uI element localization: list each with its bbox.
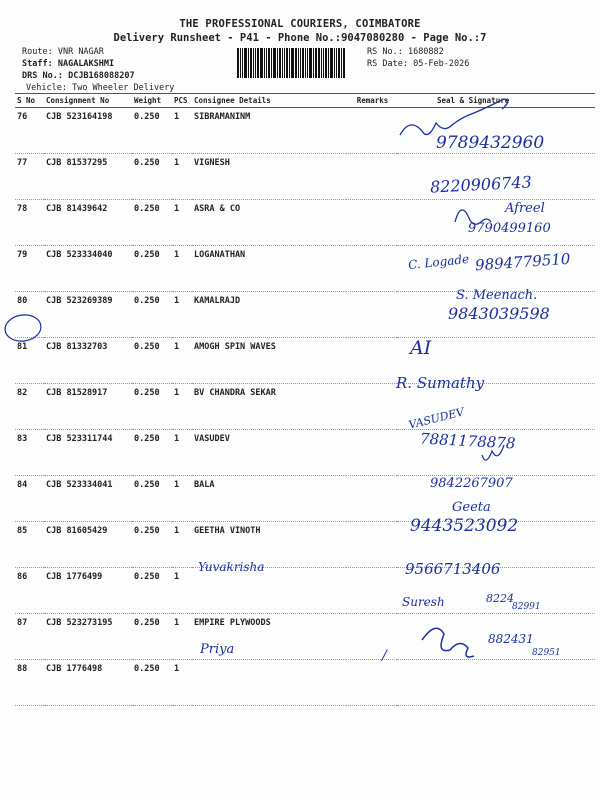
barcode-bar xyxy=(300,48,301,78)
consignee-cell: SIBRAMANINM xyxy=(192,108,346,154)
consignment-cell: CJB 523311744 xyxy=(44,430,132,476)
pcs-cell: 1 xyxy=(172,568,192,614)
handwritten-name-79: C. Logade xyxy=(407,251,470,273)
barcode-bar xyxy=(240,48,241,78)
remarks-cell xyxy=(346,660,397,706)
handwritten-number-88a: 8224 xyxy=(486,592,514,605)
rs-date-value: 05-Feb-2026 xyxy=(413,59,470,69)
sno-cell: 82 xyxy=(15,384,44,430)
pcs-cell: 1 xyxy=(172,292,192,338)
barcode-bar xyxy=(318,48,320,78)
weight-cell: 0.250 xyxy=(132,200,172,246)
handwritten-name-82: R. Sumathy xyxy=(396,374,485,392)
barcode-bar xyxy=(250,48,252,78)
sno-cell: 86 xyxy=(15,568,44,614)
barcode-bar xyxy=(325,48,327,78)
barcode-bar xyxy=(244,48,247,78)
remarks-cell xyxy=(346,292,397,338)
handwritten-number-88c: 882431 xyxy=(488,632,534,646)
consignee-cell: GEETHA VINOTH xyxy=(192,522,346,568)
remarks-cell xyxy=(346,522,397,568)
staff-value: NAGALAKSHMI xyxy=(57,59,115,69)
barcode-bar xyxy=(253,48,254,78)
handwritten-phone-84: 9842267907 xyxy=(430,476,513,491)
pcs-cell: 1 xyxy=(172,614,192,660)
consignee-cell xyxy=(192,568,346,614)
remarks-cell xyxy=(346,614,397,660)
consignment-cell: CJB 81605429 xyxy=(44,522,132,568)
consignee-cell: EMPIRE PLYWOODS xyxy=(192,614,346,660)
consignment-cell: CJB 523334040 xyxy=(44,246,132,292)
drs-barcode xyxy=(237,48,363,78)
staff-line: Staff: NAGALAKSHMI xyxy=(22,59,115,69)
barcode-bar xyxy=(328,48,329,78)
drs-line: DRS No.: DCJB168088207 xyxy=(22,71,135,81)
barcode-bar xyxy=(271,48,272,78)
barcode-bar xyxy=(330,48,333,78)
barcode-bar xyxy=(336,48,337,78)
table-row xyxy=(15,338,595,384)
barcode-bar xyxy=(302,48,304,78)
remarks-cell xyxy=(346,154,397,200)
consignee-cell: VIGNESH xyxy=(192,154,346,200)
rs-date-line: RS Date: 05-Feb-2026 xyxy=(367,59,470,69)
pcs-cell: 1 xyxy=(172,430,192,476)
company-title: THE PROFESSIONAL COURIERS, COIMBATORE xyxy=(179,18,421,30)
remarks-cell xyxy=(346,338,397,384)
col-signature: Seal & Signature xyxy=(397,94,595,108)
sno-cell: 78 xyxy=(15,200,44,246)
sno-cell: 83 xyxy=(15,430,44,476)
consignee-cell: BALA xyxy=(192,476,346,522)
barcode-bar xyxy=(268,48,270,78)
barcode-bar xyxy=(284,48,285,78)
weight-cell: 0.250 xyxy=(132,476,172,522)
sno-cell: 81 xyxy=(15,338,44,384)
handwritten-phone-85: 9443523092 xyxy=(410,516,519,536)
table-row xyxy=(15,660,595,706)
handwritten-name-83: VASUDEV xyxy=(407,405,466,432)
col-consignee: Consignee Details xyxy=(192,94,346,108)
consignee-cell: BV CHANDRA SEKAR xyxy=(192,384,346,430)
barcode-bar xyxy=(242,48,243,78)
handwritten-phone-80: 9843039598 xyxy=(448,304,550,323)
barcode-bar xyxy=(338,48,340,78)
sno-cell: 80 xyxy=(15,292,44,338)
handwritten-phone-79: 9894779510 xyxy=(474,249,571,275)
barcode-bar xyxy=(298,48,299,78)
table-row xyxy=(15,568,595,614)
barcode-bar xyxy=(334,48,335,78)
consignee-cell: KAMALRAJD xyxy=(192,292,346,338)
handwritten-phone-77: 8220906743 xyxy=(429,172,533,197)
barcode-bar xyxy=(289,48,290,78)
col-pcs: PCS xyxy=(172,94,192,108)
barcode-bar xyxy=(341,48,342,78)
table-row xyxy=(15,384,595,430)
handwritten-phone-76: 9789432960 xyxy=(436,133,545,153)
consignment-cell: CJB 81332703 xyxy=(44,338,132,384)
consignment-cell: CJB 523273195 xyxy=(44,614,132,660)
rs-no-value: 1680882 xyxy=(407,47,444,57)
handwritten-mark-81: AI xyxy=(410,337,432,359)
barcode-bar xyxy=(343,48,345,78)
consignment-cell: CJB 1776499 xyxy=(44,568,132,614)
consignment-cell: CJB 523269389 xyxy=(44,292,132,338)
handwritten-phone-87: 9566713406 xyxy=(405,560,501,578)
weight-cell: 0.250 xyxy=(132,154,172,200)
handwritten-phone-78: 9790499160 xyxy=(468,221,551,236)
barcode-bar xyxy=(295,48,297,78)
consignee-cell xyxy=(192,660,346,706)
handwritten-number-88d: 82951 xyxy=(532,648,561,658)
barcode-bar xyxy=(282,48,283,78)
sno-cell: 77 xyxy=(15,154,44,200)
handwritten-name-87: Suresh xyxy=(402,595,445,609)
consignee-cell: AMOGH SPIN WAVES xyxy=(192,338,346,384)
barcode-bar xyxy=(257,48,259,78)
consignment-cell: CJB 1776498 xyxy=(44,660,132,706)
barcode-bar xyxy=(237,48,239,78)
col-sno: S No xyxy=(15,94,44,108)
barcode-bar xyxy=(313,48,314,78)
handwritten-left-88: Priya xyxy=(200,642,235,657)
table-header-row xyxy=(15,94,595,108)
drs-value: DCJB168088207 xyxy=(68,71,135,81)
handwritten-tick-88: / xyxy=(382,648,387,664)
barcode-bar xyxy=(248,48,249,78)
remarks-cell xyxy=(346,476,397,522)
pcs-cell: 1 xyxy=(172,660,192,706)
sno-cell: 87 xyxy=(15,614,44,660)
barcode-bar xyxy=(279,48,281,78)
weight-cell: 0.250 xyxy=(132,384,172,430)
handwritten-left-87: Yuvakrisha xyxy=(198,560,265,574)
pcs-cell: 1 xyxy=(172,154,192,200)
handwritten-name-80: S. Meenach. xyxy=(456,288,538,303)
weight-cell: 0.250 xyxy=(132,246,172,292)
rs-no-line: RS No.: 1680882 xyxy=(367,47,444,57)
handwritten-name-78: Afreel xyxy=(505,201,545,216)
consignment-cell: CJB 81528917 xyxy=(44,384,132,430)
weight-cell: 0.250 xyxy=(132,522,172,568)
barcode-bar xyxy=(260,48,263,78)
barcode-bar xyxy=(309,48,312,78)
handwritten-number-88b: 82991 xyxy=(512,602,541,612)
barcode-bar xyxy=(307,48,308,78)
pcs-cell: 1 xyxy=(172,200,192,246)
barcode-bar xyxy=(321,48,322,78)
vehicle-line: Vehicle: Two Wheeler Delivery xyxy=(26,83,175,93)
pcs-cell: 1 xyxy=(172,522,192,568)
sno-cell: 79 xyxy=(15,246,44,292)
sno-cell: 88 xyxy=(15,660,44,706)
consignee-cell: ASRA & CO xyxy=(192,200,346,246)
weight-cell: 0.250 xyxy=(132,292,172,338)
remarks-cell xyxy=(346,246,397,292)
weight-cell: 0.250 xyxy=(132,108,172,154)
weight-cell: 0.250 xyxy=(132,614,172,660)
remarks-cell xyxy=(346,384,397,430)
barcode-bar xyxy=(291,48,294,78)
weight-cell: 0.250 xyxy=(132,338,172,384)
sno-cell: 85 xyxy=(15,522,44,568)
consignee-cell: VASUDEV xyxy=(192,430,346,476)
col-weight: Weight xyxy=(132,94,172,108)
consignment-cell: CJB 523164198 xyxy=(44,108,132,154)
pcs-cell: 1 xyxy=(172,384,192,430)
barcode-bar xyxy=(323,48,324,78)
barcode-bar xyxy=(315,48,317,78)
barcode-bar xyxy=(277,48,278,78)
consignee-cell: LOGANATHAN xyxy=(192,246,346,292)
sno-cell: 84 xyxy=(15,476,44,522)
signature-cell xyxy=(397,660,595,706)
remarks-cell xyxy=(346,108,397,154)
barcode-bar xyxy=(266,48,267,78)
consignment-cell: CJB 523334041 xyxy=(44,476,132,522)
handwritten-name-85: Geeta xyxy=(452,500,491,515)
barcode-bar xyxy=(255,48,256,78)
weight-cell: 0.250 xyxy=(132,568,172,614)
handwritten-phone-83: 7881178878 xyxy=(419,429,516,453)
runsheet-subtitle: Delivery Runsheet - P41 - Phone No.:9047080280 - Page No.:7 xyxy=(113,32,487,44)
barcode-bar xyxy=(286,48,288,78)
remarks-cell xyxy=(346,200,397,246)
col-remarks: Remarks xyxy=(346,94,397,108)
pcs-cell: 1 xyxy=(172,338,192,384)
weight-cell: 0.250 xyxy=(132,660,172,706)
pcs-cell: 1 xyxy=(172,246,192,292)
consignment-cell: CJB 81537295 xyxy=(44,154,132,200)
barcode-bar xyxy=(264,48,265,78)
weight-cell: 0.250 xyxy=(132,430,172,476)
sno-cell: 76 xyxy=(15,108,44,154)
barcode-bar xyxy=(273,48,276,78)
consignment-cell: CJB 81439642 xyxy=(44,200,132,246)
route-line: Route: VNR NAGAR xyxy=(22,47,104,57)
barcode-bar xyxy=(305,48,306,78)
col-consignment: Consignment No xyxy=(44,94,132,108)
route-value: VNR NAGAR xyxy=(57,47,104,57)
remarks-cell xyxy=(346,568,397,614)
pcs-cell: 1 xyxy=(172,108,192,154)
vehicle-value: Two Wheeler Delivery xyxy=(72,83,175,93)
remarks-cell xyxy=(346,430,397,476)
pcs-cell: 1 xyxy=(172,476,192,522)
